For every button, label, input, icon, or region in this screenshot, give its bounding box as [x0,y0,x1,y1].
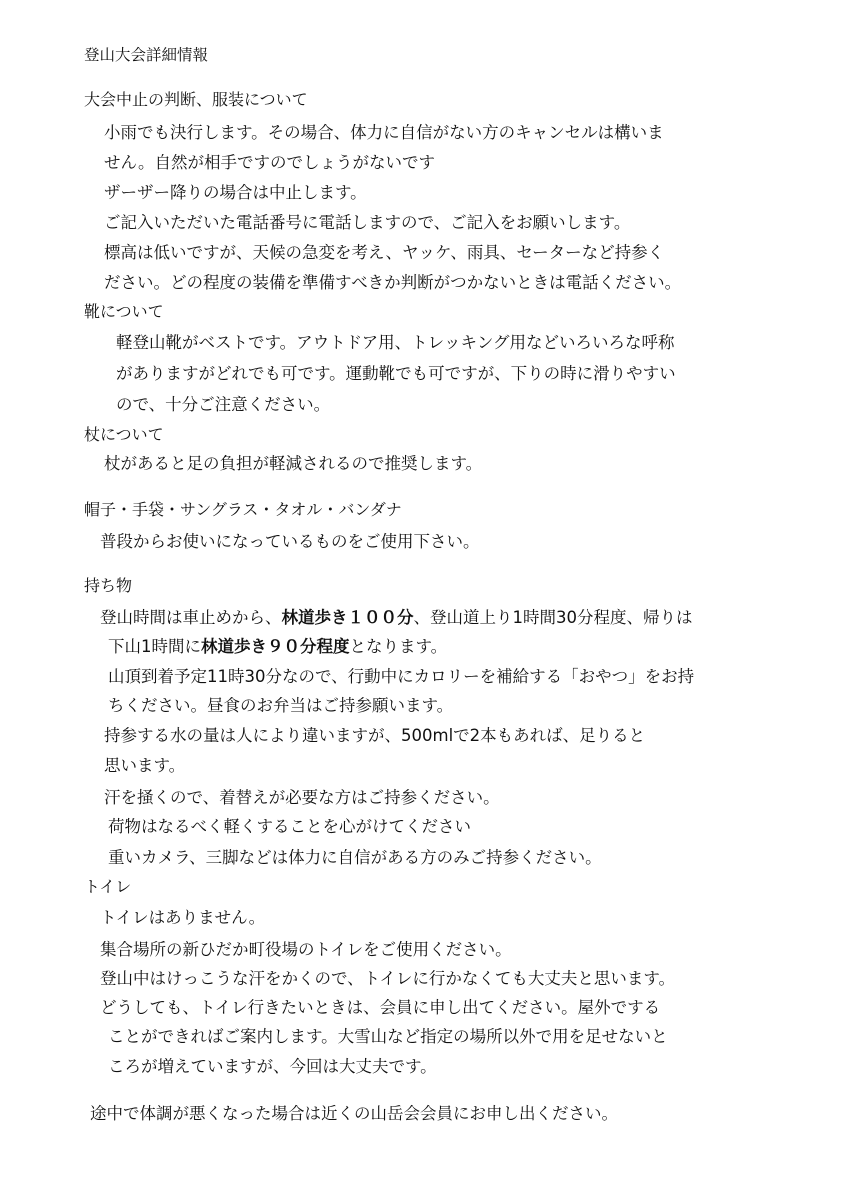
emphasis-text: 林道歩き９０分程度 [201,637,350,656]
paragraph-line: がありますがどれでも可です。運動靴でも可ですが、下りの時に滑りやすい [116,364,676,383]
paragraph-line: 普段からお使いになっているものをご使用下さい。 [100,532,480,551]
section-heading-accessories: 帽子・手袋・サングラス・タオル・バンダナ [84,500,402,519]
paragraph-line: 汗を掻くので、着替えが必要な方はご持参ください。 [104,788,500,807]
text-run: 、登山道上り1時間30分程度、帰りは [413,608,693,627]
section-heading-cancellation: 大会中止の判断、服装について [84,90,308,109]
paragraph-line: 山頂到着予定11時30分なので、行動中にカロリーを補給する「おやつ」をお持 [108,667,695,686]
paragraph-line: トイレはありません。 [100,908,266,927]
text-run: となります。 [349,637,448,656]
paragraph-line [108,635,447,659]
paragraph-line: 小雨でも決行します。その場合、体力に自信がない方のキャンセルは構いま [104,123,664,142]
section-heading-shoes: 靴について [84,302,164,321]
paragraph-line: ちください。昼食のお弁当はご持参願います。 [108,696,454,715]
paragraph-line: 登山中はけっこうな汗をかくので、トイレに行かなくても大丈夫と思います。 [100,969,676,988]
closing-note: 途中で体調が悪くなった場合は近くの山岳会会員にお申し出ください。 [90,1104,618,1123]
paragraph-line: 標高は低いですが、天候の急変を考え、ヤッケ、雨具、セーターなど持参く [104,243,665,262]
text-run: 登山時間は車止めから、 [100,608,282,627]
document-title: 登山大会詳細情報 [84,46,209,64]
paragraph-line: ことができればご案内します。大雪山など指定の場所以外で用を足せないと [108,1027,668,1046]
emphasis-text: 林道歩き１００分 [281,608,414,627]
paragraph-line: せん。自然が相手ですのでしょうがないです [104,153,435,172]
paragraph-line: ので、十分ご注意ください。 [116,395,331,414]
section-heading-toilet: トイレ [84,877,132,896]
text-run: 下山1時間に [108,637,201,656]
section-heading-belongings: 持ち物 [84,576,133,595]
paragraph-line: ご記入いただいた電話番号に電話しますので、ご記入をお願いします。 [104,213,631,232]
paragraph-line: 荷物はなるべく軽くすることを心がけてください [108,817,471,836]
section-heading-cane: 杖について [84,425,164,444]
paragraph-line: 杖があると足の負担が軽減されるので推奨します。 [104,454,483,473]
paragraph-line: 集合場所の新ひだか町役場のトイレをご使用ください。 [100,940,512,959]
paragraph-line: ザーザー降りの場合は中止します。 [104,183,367,202]
paragraph-line: 軽登山靴がベストです。アウトドア用、トレッキング用などいろいろな呼称 [116,333,675,352]
paragraph-line [100,606,693,630]
paragraph-line: ころが増えていますが、今回は大丈夫です。 [108,1057,437,1076]
paragraph-line: ださい。どの程度の装備を準備すべきか判断がつかないときは電話ください。 [104,273,682,292]
paragraph-line: 重いカメラ、三脚などは体力に自信がある方のみご持参ください。 [108,848,602,867]
paragraph-line: 思います。 [104,756,186,775]
paragraph-line: 持参する水の量は人により違いますが、500mlで2本もあれば、足りると [104,726,646,745]
paragraph-line: どうしても、トイレ行きたいときは、会員に申し出てください。屋外でする [100,998,661,1017]
